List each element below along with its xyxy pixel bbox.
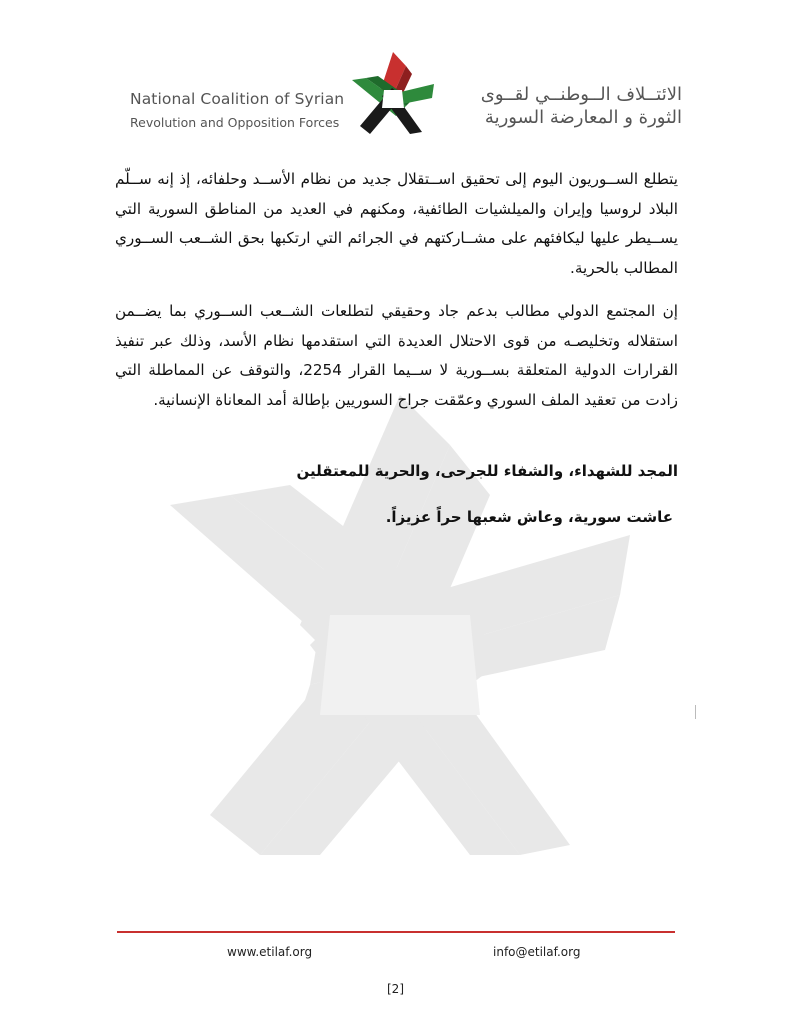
paragraph-1: يتطلع الســوريون اليوم إلى تحقيق اســتقلال جديد من نظام الأســد وحلفائه، إذ إنه ســلّم البلاد لروسيا وإيران والميلشيات الطائفية، ومكنهم في العديد من المناطق السورية التي يســيطر عليها ليكافئهم على مشــاركتهم في الجرائم التي ارتكبها بحق الشــعب الســوري المطالب بالحرية. — [115, 170, 678, 277]
org-name-ar-line2: الثورة و المعارضة السورية — [484, 107, 682, 128]
organization-name-arabic — [442, 84, 682, 128]
organization-name-english — [130, 90, 350, 130]
org-name-ar-line1: الائتــلاف الــوطنــي لقــوى — [480, 84, 682, 105]
closing-slogan-2: عاشت سورية، وعاش شعبها حراً عزيزاً. — [385, 508, 673, 526]
statement-body — [115, 165, 678, 429]
closing-slogan-1: المجد للشهداء، والشفاء للجرحى، والحرية للمعتقلين — [296, 462, 678, 480]
paragraph-2: إن المجتمع الدولي مطالب بدعم جاد وحقيقي لتطلعات الشــعب الســوري بما يضــمن استقلاله وتخليصـه من قوى الاحتلال العديدة التي استقدمها نظام الأسد، وذلك عبر تنفيذ القرارات الدولية المتعلقة بســورية لا ســيما القرار 2254، والتوقف عن المماطلة التي زادت من تعقيد الملف السوري وعمّقت جراح السوريين بإطالة أمد المعاناة الإنسانية. — [115, 302, 679, 409]
footer-divider — [117, 931, 675, 933]
star-watermark-icon — [150, 385, 650, 865]
org-name-en-line1: National Coalition of Syrian — [130, 90, 345, 108]
margin-mark — [695, 705, 696, 719]
letterhead — [0, 48, 791, 148]
coalition-star-logo-icon — [348, 50, 438, 136]
footer-email-link[interactable]: info@etilaf.org — [493, 945, 581, 959]
footer-website-link[interactable]: www.etilaf.org — [227, 945, 313, 959]
org-name-en-line2: Revolution and Opposition Forces — [130, 115, 340, 130]
page-number: [2] — [387, 982, 404, 996]
